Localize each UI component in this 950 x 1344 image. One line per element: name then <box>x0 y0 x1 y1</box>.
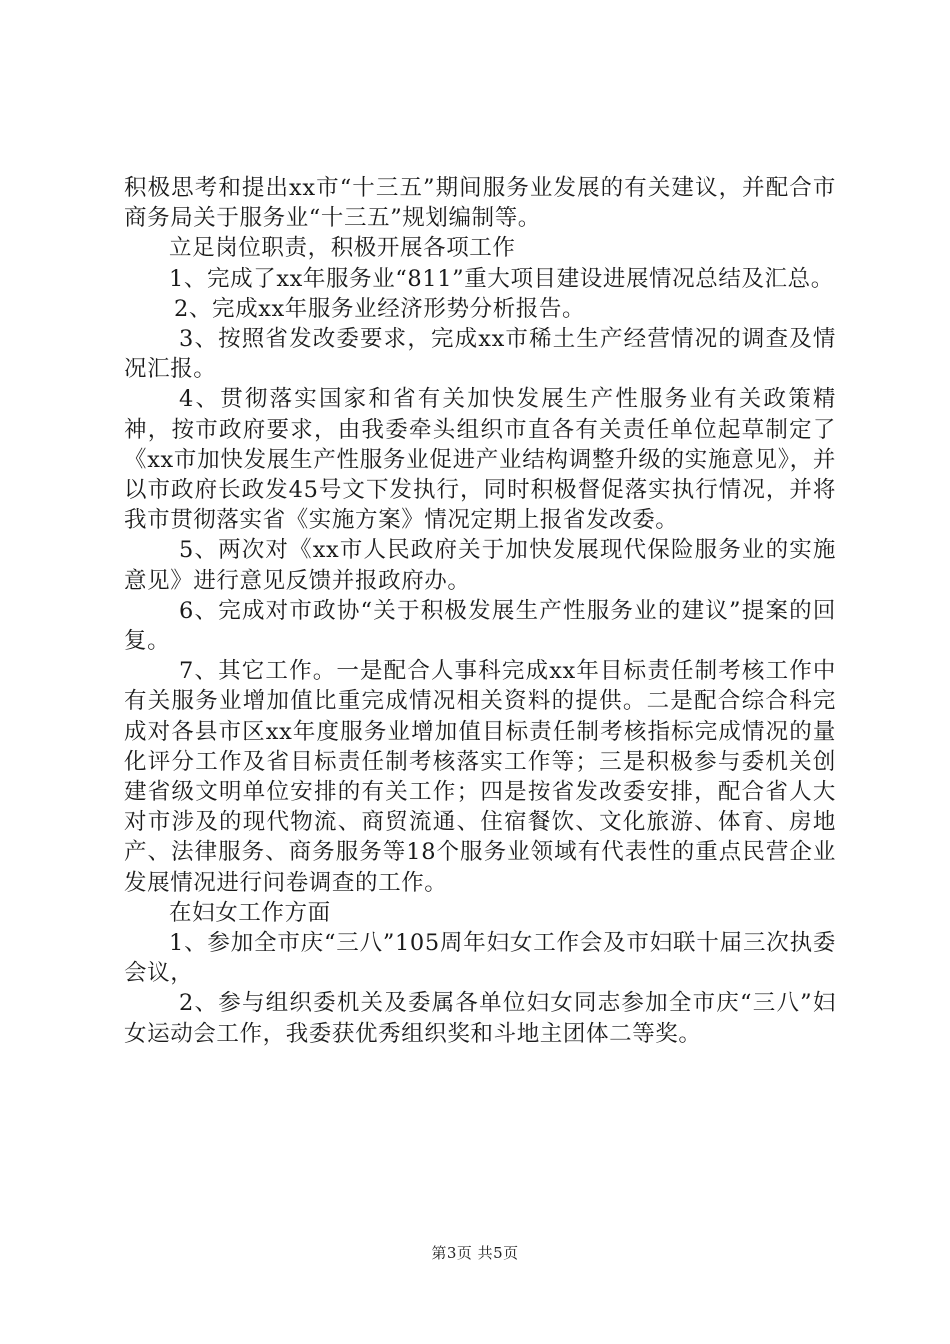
section-heading-women: 在妇女工作方面 <box>169 899 331 926</box>
list-item-4: 4、贯彻落实国家和省有关加快发展生产性服务业有关政策精神，按市政府要求，由我委牵头组织市直各有关责任单位起草制定了《xx市加快发展生产性服务业促进产业结构调整升级的实施意见》，并以市政府长政发45号文下发执行，同时积极督促落实执行情况，并将我市贯彻落实省《实施方案》情况定期上报省发改委。 <box>124 386 836 534</box>
list-item-7: 7、其它工作。一是配合人事科完成xx年目标责任制考核工作中有关服务业增加值比重完成情况相关资料的提供。二是配合综合科完成对各县市区xx年度服务业增加值目标责任制考核指标完成情况的量化评分工作及省目标责任制考核落实工作等；三是积极参与委机关创建省级文明单位安排的有关工作；四是按省发改委安排，配合省人大对市涉及的现代物流、商贸流通、住宿餐饮、文化旅游、体育、房地产、法律服务、商务服务等18个服务业领域有代表性的重点民营企业发展情况进行问卷调查的工作。 <box>124 658 836 896</box>
list-item-5: 5、两次对《xx市人民政府关于加快发展现代保险服务业的实施意见》进行意见反馈并报政府办。 <box>124 537 836 594</box>
paragraph-continuation: 积极思考和提出xx市“十三五”期间服务业发展的有关建议，并配合市商务局关于服务业“十三五”规划编制等。 <box>124 175 836 232</box>
list-item-2: 2、完成xx年服务业经济形势分析报告。 <box>174 295 586 322</box>
document-body <box>124 173 836 1049</box>
list-item-3: 3、按照省发改委要求，完成xx市稀土生产经营情况的调查及情况汇报。 <box>124 326 836 383</box>
women-item-2: 2、参与组织委机关及委属各单位妇女同志参加全市庆“三八”妇女运动会工作，我委获优秀组织奖和斗地主团体二等奖。 <box>124 990 836 1047</box>
list-item-1: 1、完成了xx年服务业“811”重大项目建设进展情况总结及汇总。 <box>169 265 834 292</box>
list-item-6: 6、完成对市政协“关于积极发展生产性服务业的建议”提案的回复。 <box>124 597 836 655</box>
page-number-footer: 第3页 共5页 <box>431 1244 519 1262</box>
section-heading-work: 立足岗位职责，积极开展各项工作 <box>169 235 516 262</box>
women-item-1: 1、参加全市庆“三八”105周年妇女工作会及市妇联十届三次执委会议， <box>124 930 836 987</box>
